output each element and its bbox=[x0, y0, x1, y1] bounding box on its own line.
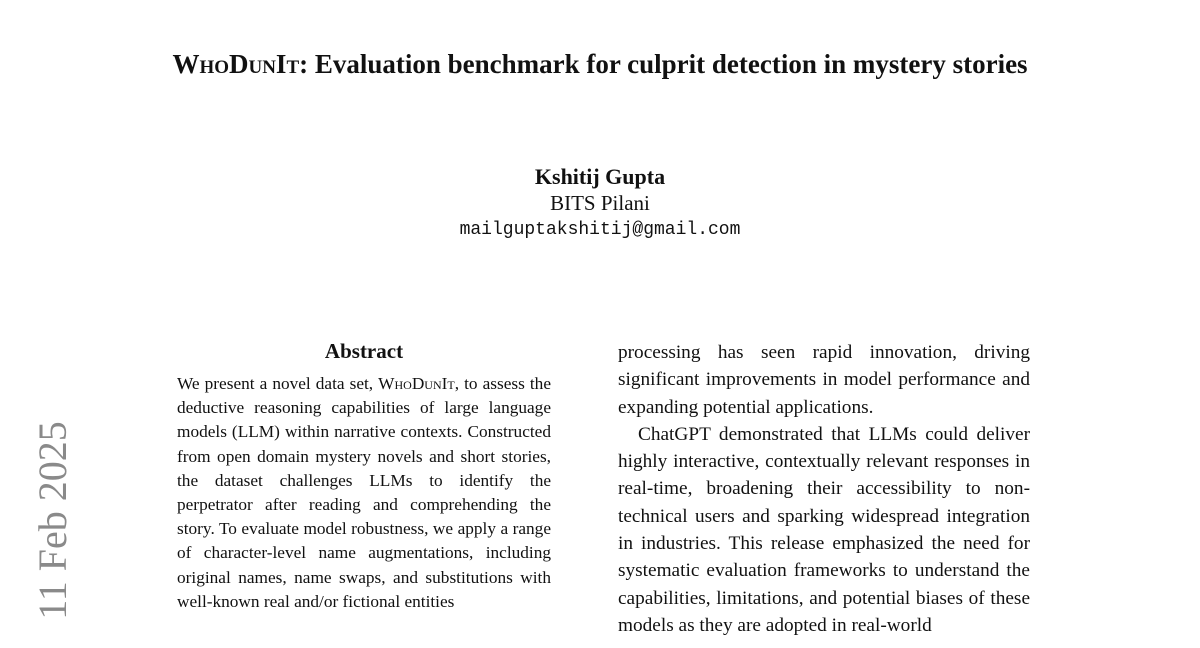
author-email: mailguptakshitij@gmail.com bbox=[459, 220, 741, 240]
author-affiliation: BITS Pilani bbox=[550, 191, 650, 215]
body-right-column bbox=[618, 339, 1030, 639]
abstract-heading: Abstract bbox=[324, 339, 404, 363]
body-paragraph-1: processing has seen rapid innovation, driving significant improvements in model performance and expanding potential applications. bbox=[618, 342, 1030, 418]
abstract-text-after: , to assess the deductive reasoning capabilities of large language models (LLM) within narrative contexts. Constructed from open domain mystery novels and short stories, the dataset challenges LLMs to identify the perpetrator after reading and comprehending the story. To evaluate model robustness, we apply a range of character-level name augmentations, including original names, name swaps, and substitutions with well-known real and/or fictional entities bbox=[177, 374, 551, 611]
author-block bbox=[300, 163, 900, 244]
title-dataset-name: WhoDunIt bbox=[172, 49, 300, 79]
arxiv-date-text: 11 Feb 2025 bbox=[30, 420, 76, 620]
author-name: Kshitij Gupta bbox=[534, 164, 666, 189]
paper-title bbox=[160, 48, 1040, 81]
arxiv-date-stamp bbox=[30, 420, 75, 620]
abstract-dataset-name: WhoDunIt bbox=[378, 374, 455, 393]
body-paragraph-2: ChatGPT demonstrated that LLMs could deliver highly interactive, contextually relevant responses in real-time, broadening their accessibility to non-technical users and sparking widespread integration in industries. This release emphasized the need for systematic evaluation frameworks to understand the capabilities, limitations, and potential biases of these models as they are adopted in real-world bbox=[618, 423, 1030, 636]
abstract-section bbox=[177, 338, 551, 614]
title-rest: : Evaluation benchmark for culprit detection in mystery stories bbox=[299, 49, 1028, 79]
abstract-text bbox=[177, 372, 551, 614]
abstract-text-before: We present a novel data set, bbox=[177, 374, 379, 393]
